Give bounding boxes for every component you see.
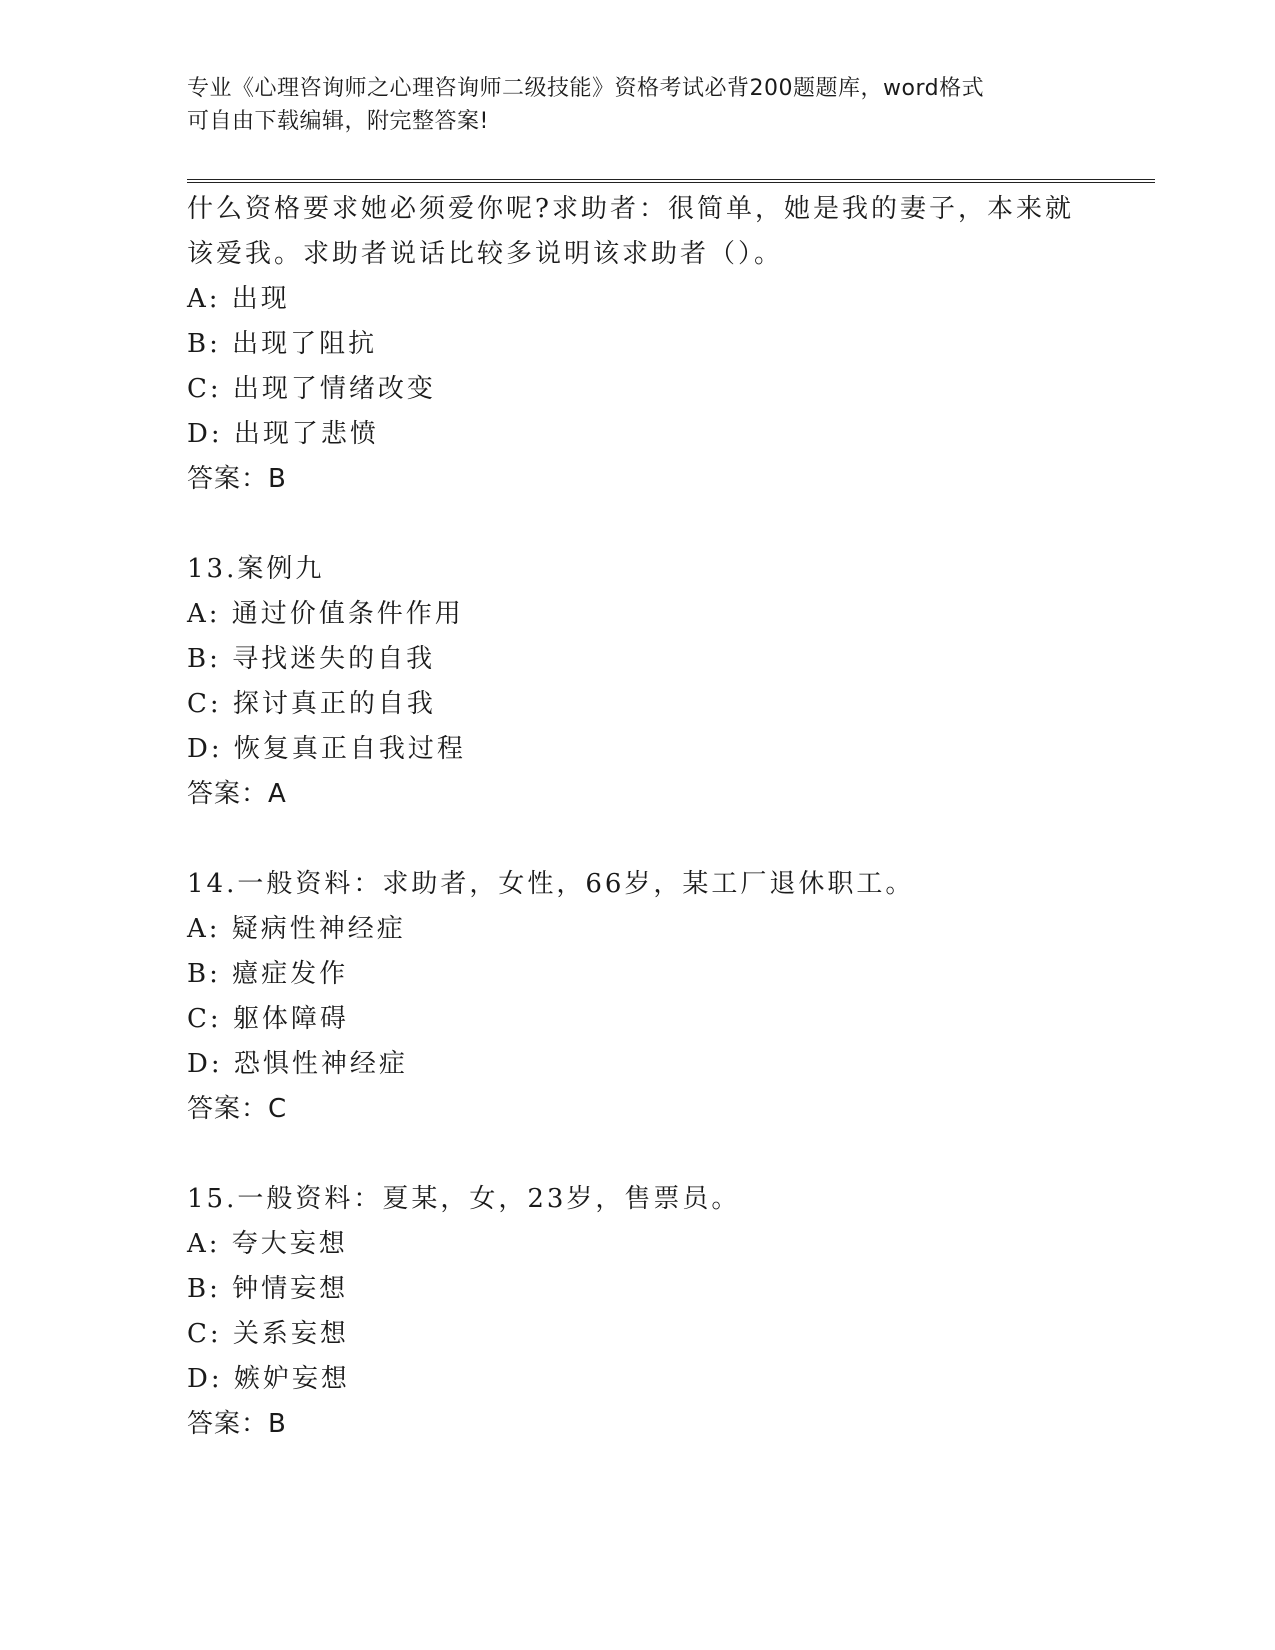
question-12-option-c: C: 出现了情绪改变 bbox=[187, 374, 436, 404]
question-13-option-b: B: 寻找迷失的自我 bbox=[187, 644, 436, 674]
question-12-answer: 答案：B bbox=[187, 464, 287, 494]
question-15-option-a: A: 夸大妄想 bbox=[187, 1229, 348, 1259]
question-12-option-a: A: 出现 bbox=[187, 284, 290, 314]
question-13-option-a: A: 通过价值条件作用 bbox=[187, 599, 464, 629]
question-12-option-b: B: 出现了阻抗 bbox=[187, 329, 378, 359]
question-13-option-d: D: 恢复真正自我过程 bbox=[187, 734, 466, 764]
question-14-option-b: B: 癔症发作 bbox=[187, 959, 349, 989]
header-line-1: 专业《心理咨询师之心理咨询师二级技能》资格考试必背200题题库，word格式 bbox=[187, 76, 985, 101]
question-12-text-line-1: 什么资格要求她必须爱你呢?求助者：很简单，她是我的妻子，本来就 bbox=[187, 194, 1074, 224]
document-header bbox=[187, 72, 1087, 138]
header-line-2: 可自由下载编辑，附完整答案! bbox=[187, 109, 489, 134]
question-14-answer: 答案：C bbox=[187, 1094, 288, 1124]
question-13-text: 13.案例九 bbox=[187, 554, 325, 584]
question-13-option-c: C: 探讨真正的自我 bbox=[187, 689, 436, 719]
question-14-option-d: D: 恐惧性神经症 bbox=[187, 1049, 408, 1079]
question-14-option-a: A: 疑病性神经症 bbox=[187, 914, 406, 944]
question-15-option-c: C: 关系妄想 bbox=[187, 1319, 349, 1349]
question-12-text-line-2: 该爱我。求助者说话比较多说明该求助者（）。 bbox=[187, 239, 784, 269]
question-12-option-d: D: 出现了悲愤 bbox=[187, 419, 379, 449]
question-14-option-c: C: 躯体障碍 bbox=[187, 1004, 349, 1034]
question-15-option-b: B: 钟情妄想 bbox=[187, 1274, 349, 1304]
question-13-answer: 答案：A bbox=[187, 779, 287, 809]
question-15-option-d: D: 嫉妒妄想 bbox=[187, 1364, 350, 1394]
question-15-answer: 答案：B bbox=[187, 1409, 287, 1439]
question-15-text: 15.一般资料：夏某，女，23岁，售票员。 bbox=[187, 1184, 741, 1214]
question-14-text: 14.一般资料：求助者，女性，66岁，某工厂退休职工。 bbox=[187, 869, 915, 899]
header-divider bbox=[187, 179, 1155, 183]
